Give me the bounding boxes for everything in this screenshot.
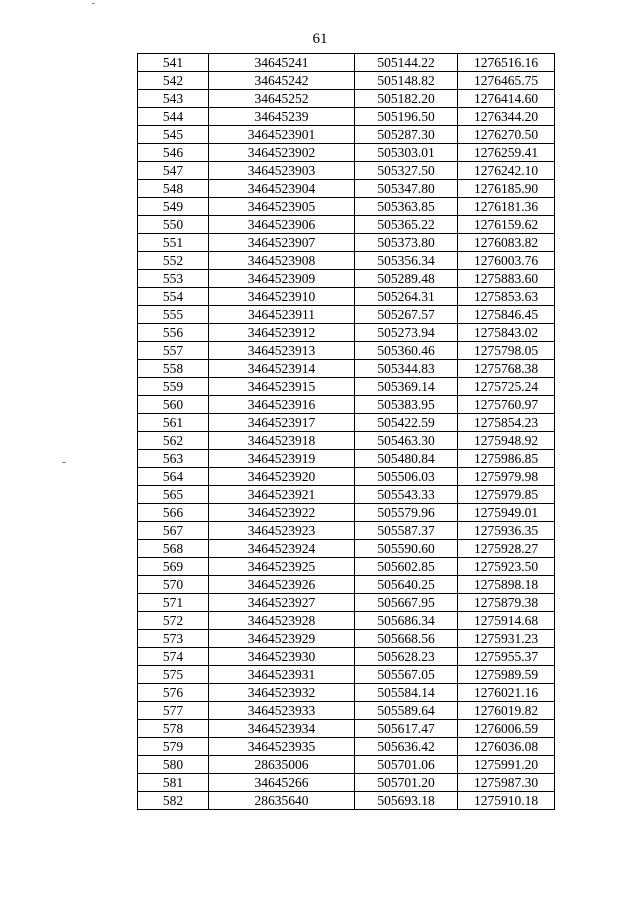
y-coordinate-cell: 1275898.18 [458, 576, 555, 594]
y-coordinate-cell: 1275948.92 [458, 432, 555, 450]
x-coordinate-cell: 505590.60 [355, 540, 458, 558]
y-coordinate-cell: 1275931.23 [458, 630, 555, 648]
x-coordinate-cell: 505628.23 [355, 648, 458, 666]
table-row [138, 792, 555, 810]
point-id-cell: 3464523920 [209, 468, 355, 486]
point-number-cell: 566 [138, 504, 209, 522]
y-coordinate-cell: 1276019.82 [458, 702, 555, 720]
y-coordinate-cell: 1275989.59 [458, 666, 555, 684]
table-row [138, 666, 555, 684]
point-id-cell: 34645241 [209, 54, 355, 72]
point-id-cell: 3464523935 [209, 738, 355, 756]
point-number-cell: 569 [138, 558, 209, 576]
y-coordinate-cell: 1275879.38 [458, 594, 555, 612]
table-row [138, 108, 555, 126]
point-id-cell: 3464523915 [209, 378, 355, 396]
point-number-cell: 554 [138, 288, 209, 306]
point-id-cell: 28635640 [209, 792, 355, 810]
x-coordinate-cell: 505365.22 [355, 216, 458, 234]
point-number-cell: 564 [138, 468, 209, 486]
table-row [138, 396, 555, 414]
point-number-cell: 579 [138, 738, 209, 756]
point-number-cell: 556 [138, 324, 209, 342]
coordinates-table [137, 53, 555, 810]
table-row [138, 54, 555, 72]
table-row [138, 450, 555, 468]
point-number-cell: 567 [138, 522, 209, 540]
table-row [138, 126, 555, 144]
scan-speck [62, 462, 66, 463]
point-id-cell: 3464523932 [209, 684, 355, 702]
point-number-cell: 542 [138, 72, 209, 90]
x-coordinate-cell: 505686.34 [355, 612, 458, 630]
table-row [138, 648, 555, 666]
point-number-cell: 557 [138, 342, 209, 360]
y-coordinate-cell: 1275987.30 [458, 774, 555, 792]
point-number-cell: 565 [138, 486, 209, 504]
point-id-cell: 3464523912 [209, 324, 355, 342]
point-number-cell: 562 [138, 432, 209, 450]
point-id-cell: 3464523903 [209, 162, 355, 180]
x-coordinate-cell: 505303.01 [355, 144, 458, 162]
y-coordinate-cell: 1275914.68 [458, 612, 555, 630]
y-coordinate-cell: 1275843.02 [458, 324, 555, 342]
point-id-cell: 3464523921 [209, 486, 355, 504]
point-id-cell: 3464523926 [209, 576, 355, 594]
y-coordinate-cell: 1275910.18 [458, 792, 555, 810]
table-row [138, 738, 555, 756]
point-id-cell: 3464523902 [209, 144, 355, 162]
x-coordinate-cell: 505543.33 [355, 486, 458, 504]
x-coordinate-cell: 505640.25 [355, 576, 458, 594]
point-id-cell: 3464523923 [209, 522, 355, 540]
point-number-cell: 559 [138, 378, 209, 396]
x-coordinate-cell: 505667.95 [355, 594, 458, 612]
y-coordinate-cell: 1275991.20 [458, 756, 555, 774]
y-coordinate-cell: 1276006.59 [458, 720, 555, 738]
table-row [138, 558, 555, 576]
table-row [138, 756, 555, 774]
x-coordinate-cell: 505148.82 [355, 72, 458, 90]
table-row [138, 522, 555, 540]
table-row [138, 702, 555, 720]
point-number-cell: 547 [138, 162, 209, 180]
x-coordinate-cell: 505363.85 [355, 198, 458, 216]
y-coordinate-cell: 1275883.60 [458, 270, 555, 288]
point-number-cell: 555 [138, 306, 209, 324]
y-coordinate-cell: 1275986.85 [458, 450, 555, 468]
x-coordinate-cell: 505273.94 [355, 324, 458, 342]
point-number-cell: 543 [138, 90, 209, 108]
point-id-cell: 34645239 [209, 108, 355, 126]
y-coordinate-cell: 1275923.50 [458, 558, 555, 576]
point-id-cell: 34645252 [209, 90, 355, 108]
point-number-cell: 561 [138, 414, 209, 432]
table-body [138, 54, 555, 810]
y-coordinate-cell: 1275936.35 [458, 522, 555, 540]
point-number-cell: 549 [138, 198, 209, 216]
point-id-cell: 3464523927 [209, 594, 355, 612]
point-number-cell: 553 [138, 270, 209, 288]
point-number-cell: 548 [138, 180, 209, 198]
y-coordinate-cell: 1276516.16 [458, 54, 555, 72]
y-coordinate-cell: 1276021.16 [458, 684, 555, 702]
table-row [138, 360, 555, 378]
x-coordinate-cell: 505422.59 [355, 414, 458, 432]
point-number-cell: 576 [138, 684, 209, 702]
table-row [138, 612, 555, 630]
point-id-cell: 3464523931 [209, 666, 355, 684]
y-coordinate-cell: 1276465.75 [458, 72, 555, 90]
y-coordinate-cell: 1275955.37 [458, 648, 555, 666]
point-id-cell: 3464523914 [209, 360, 355, 378]
table-row [138, 72, 555, 90]
table-row [138, 252, 555, 270]
point-number-cell: 568 [138, 540, 209, 558]
point-id-cell: 3464523916 [209, 396, 355, 414]
point-number-cell: 550 [138, 216, 209, 234]
table-row [138, 90, 555, 108]
y-coordinate-cell: 1276344.20 [458, 108, 555, 126]
x-coordinate-cell: 505567.05 [355, 666, 458, 684]
point-id-cell: 3464523925 [209, 558, 355, 576]
table-row [138, 720, 555, 738]
table-row [138, 468, 555, 486]
x-coordinate-cell: 505693.18 [355, 792, 458, 810]
y-coordinate-cell: 1276185.90 [458, 180, 555, 198]
table-row [138, 540, 555, 558]
x-coordinate-cell: 505617.47 [355, 720, 458, 738]
point-number-cell: 581 [138, 774, 209, 792]
point-id-cell: 3464523919 [209, 450, 355, 468]
y-coordinate-cell: 1276242.10 [458, 162, 555, 180]
x-coordinate-cell: 505264.31 [355, 288, 458, 306]
point-id-cell: 3464523905 [209, 198, 355, 216]
y-coordinate-cell: 1275760.97 [458, 396, 555, 414]
y-coordinate-cell: 1276036.08 [458, 738, 555, 756]
y-coordinate-cell: 1275798.05 [458, 342, 555, 360]
point-number-cell: 551 [138, 234, 209, 252]
table-row [138, 774, 555, 792]
point-number-cell: 580 [138, 756, 209, 774]
point-id-cell: 3464523922 [209, 504, 355, 522]
point-number-cell: 560 [138, 396, 209, 414]
point-id-cell: 3464523904 [209, 180, 355, 198]
y-coordinate-cell: 1275979.98 [458, 468, 555, 486]
x-coordinate-cell: 505356.34 [355, 252, 458, 270]
table-row [138, 576, 555, 594]
y-coordinate-cell: 1276270.50 [458, 126, 555, 144]
point-number-cell: 544 [138, 108, 209, 126]
table-row [138, 486, 555, 504]
point-id-cell: 34645266 [209, 774, 355, 792]
point-number-cell: 558 [138, 360, 209, 378]
point-id-cell: 3464523917 [209, 414, 355, 432]
x-coordinate-cell: 505196.50 [355, 108, 458, 126]
point-number-cell: 571 [138, 594, 209, 612]
point-number-cell: 577 [138, 702, 209, 720]
point-number-cell: 573 [138, 630, 209, 648]
x-coordinate-cell: 505287.30 [355, 126, 458, 144]
y-coordinate-cell: 1276003.76 [458, 252, 555, 270]
point-number-cell: 572 [138, 612, 209, 630]
scan-speck [92, 3, 95, 4]
y-coordinate-cell: 1275854.23 [458, 414, 555, 432]
x-coordinate-cell: 505369.14 [355, 378, 458, 396]
table-row [138, 270, 555, 288]
point-id-cell: 34645242 [209, 72, 355, 90]
x-coordinate-cell: 505668.56 [355, 630, 458, 648]
point-number-cell: 582 [138, 792, 209, 810]
table-row [138, 198, 555, 216]
point-number-cell: 570 [138, 576, 209, 594]
y-coordinate-cell: 1276181.36 [458, 198, 555, 216]
point-id-cell: 3464523928 [209, 612, 355, 630]
y-coordinate-cell: 1275949.01 [458, 504, 555, 522]
x-coordinate-cell: 505344.83 [355, 360, 458, 378]
x-coordinate-cell: 505463.30 [355, 432, 458, 450]
x-coordinate-cell: 505589.64 [355, 702, 458, 720]
table-row [138, 342, 555, 360]
x-coordinate-cell: 505347.80 [355, 180, 458, 198]
table-row [138, 306, 555, 324]
x-coordinate-cell: 505584.14 [355, 684, 458, 702]
point-id-cell: 3464523901 [209, 126, 355, 144]
y-coordinate-cell: 1275853.63 [458, 288, 555, 306]
table-row [138, 324, 555, 342]
point-id-cell: 3464523929 [209, 630, 355, 648]
x-coordinate-cell: 505587.37 [355, 522, 458, 540]
point-id-cell: 3464523911 [209, 306, 355, 324]
point-number-cell: 552 [138, 252, 209, 270]
point-number-cell: 575 [138, 666, 209, 684]
point-number-cell: 574 [138, 648, 209, 666]
table-row [138, 180, 555, 198]
point-id-cell: 3464523907 [209, 234, 355, 252]
table-row [138, 432, 555, 450]
x-coordinate-cell: 505383.95 [355, 396, 458, 414]
point-id-cell: 3464523908 [209, 252, 355, 270]
y-coordinate-cell: 1275768.38 [458, 360, 555, 378]
y-coordinate-cell: 1275846.45 [458, 306, 555, 324]
point-id-cell: 3464523906 [209, 216, 355, 234]
point-id-cell: 3464523934 [209, 720, 355, 738]
y-coordinate-cell: 1275928.27 [458, 540, 555, 558]
point-id-cell: 3464523910 [209, 288, 355, 306]
point-id-cell: 3464523924 [209, 540, 355, 558]
table-row [138, 504, 555, 522]
point-id-cell: 3464523909 [209, 270, 355, 288]
table-row [138, 288, 555, 306]
x-coordinate-cell: 505701.20 [355, 774, 458, 792]
y-coordinate-cell: 1276159.62 [458, 216, 555, 234]
point-id-cell: 3464523913 [209, 342, 355, 360]
table-row [138, 162, 555, 180]
table-row [138, 594, 555, 612]
x-coordinate-cell: 505327.50 [355, 162, 458, 180]
point-id-cell: 3464523930 [209, 648, 355, 666]
x-coordinate-cell: 505579.96 [355, 504, 458, 522]
table-row [138, 234, 555, 252]
y-coordinate-cell: 1275979.85 [458, 486, 555, 504]
table-row [138, 414, 555, 432]
table-row [138, 144, 555, 162]
y-coordinate-cell: 1276414.60 [458, 90, 555, 108]
x-coordinate-cell: 505506.03 [355, 468, 458, 486]
point-number-cell: 546 [138, 144, 209, 162]
x-coordinate-cell: 505701.06 [355, 756, 458, 774]
y-coordinate-cell: 1275725.24 [458, 378, 555, 396]
x-coordinate-cell: 505144.22 [355, 54, 458, 72]
x-coordinate-cell: 505267.57 [355, 306, 458, 324]
table-row [138, 684, 555, 702]
table-row [138, 216, 555, 234]
x-coordinate-cell: 505636.42 [355, 738, 458, 756]
table-row [138, 378, 555, 396]
point-id-cell: 3464523918 [209, 432, 355, 450]
x-coordinate-cell: 505373.80 [355, 234, 458, 252]
x-coordinate-cell: 505360.46 [355, 342, 458, 360]
x-coordinate-cell: 505480.84 [355, 450, 458, 468]
point-number-cell: 563 [138, 450, 209, 468]
point-id-cell: 28635006 [209, 756, 355, 774]
x-coordinate-cell: 505182.20 [355, 90, 458, 108]
x-coordinate-cell: 505602.85 [355, 558, 458, 576]
point-number-cell: 578 [138, 720, 209, 738]
point-number-cell: 541 [138, 54, 209, 72]
point-number-cell: 545 [138, 126, 209, 144]
table-row [138, 630, 555, 648]
page-number: 61 [312, 31, 328, 47]
point-id-cell: 3464523933 [209, 702, 355, 720]
y-coordinate-cell: 1276259.41 [458, 144, 555, 162]
x-coordinate-cell: 505289.48 [355, 270, 458, 288]
y-coordinate-cell: 1276083.82 [458, 234, 555, 252]
